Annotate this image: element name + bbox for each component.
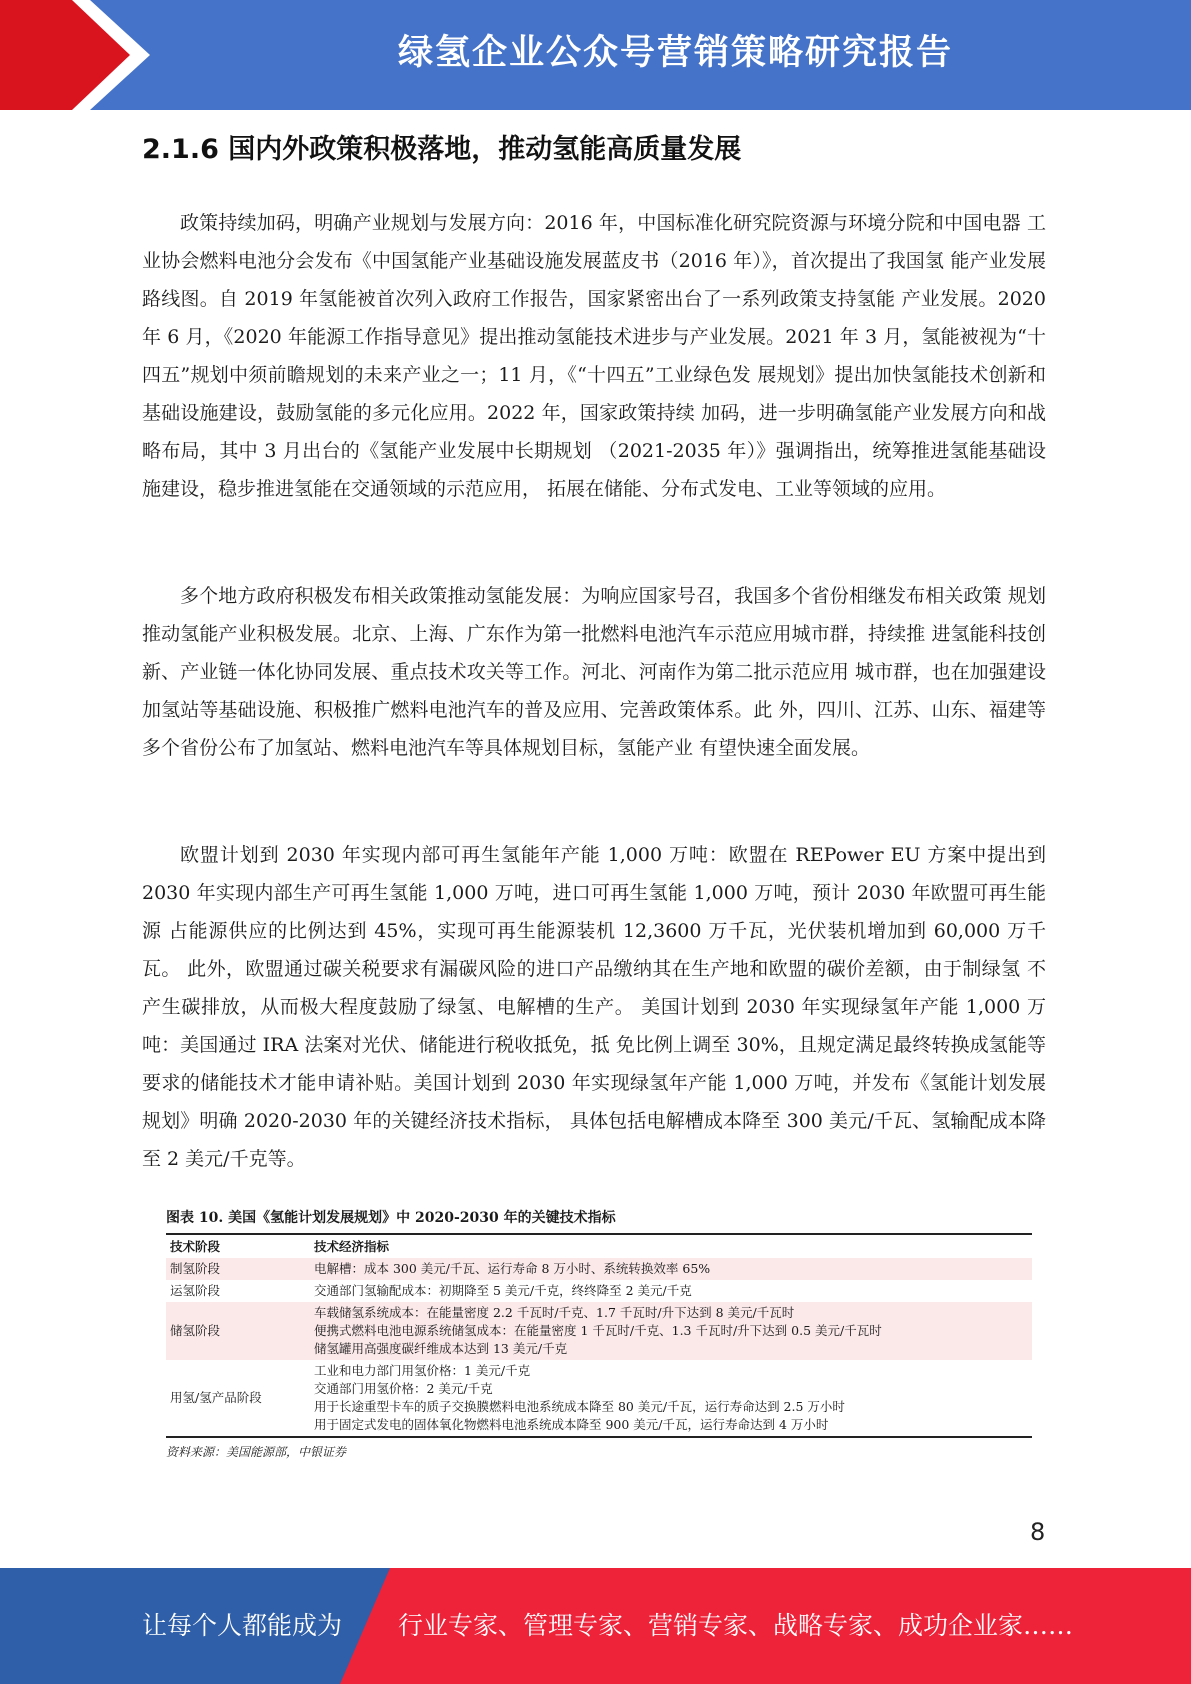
table-row [166,1258,1032,1280]
page-number: 8 [1030,1518,1046,1546]
figure-table-10 [166,1207,1032,1461]
table-row [166,1360,1032,1437]
footer-slogan-left: 让每个人都能成为 [142,1611,343,1640]
figure-title: 图表 10. 美国《氢能计划发展规划》中 2020-2030 年的关键技术指标 [166,1207,1032,1235]
table-row [166,1302,1032,1360]
indicator-cell [310,1360,1032,1437]
section-heading: 2.1.6 国内外政策积极落地，推动氢能高质量发展 [142,134,742,165]
figure-source: 资料来源：美国能源部，中银证券 [166,1445,347,1459]
indicator-cell [310,1258,1032,1280]
paragraph-local-government: 多个地方政府积极发布相关政策推动氢能发展：为响应国家号召，我国多个省份相继发布相关政策 规划推动氢能产业积极发展。北京、上海、广东作为第一批燃料电池汽车示范应用城市群，持续推 进氢能科技创新、产业链一体化协同发展、重点技术攻关等工作。河北、河南作为第二批示范应用 城市群，也在加强建设加氢站等基础设施、积极推广燃料电池汽车的普及应用、完善政策体系。此 外，四川、江苏、山东、福建等多个省份公布了加氢站、燃料电池汽车等具体规划目标，氢能产业 有望快速全面发展。 [142,585,1046,759]
indicator-line: 工业和电力部门用氢价格：1 美元/千克 [314,1363,531,1378]
paragraph-policy: 政策持续加码，明确产业规划与发展方向：2016 年，中国标准化研究院资源与环境分院和中国电器 工业协会燃料电池分会发布《中国氢能产业基础设施发展蓝皮书（2016 年）》，首次提出了我国氢 能产业发展路线图。自 2019 年氢能被首次列入政府工作报告，国家紧密出台了一系列政策支持氢能 产业发展。2020 年 6 月，《2020 年能源工作指导意见》提出推动氢能技术进步与产业发展。2021 年 3 月，氢能被视为“十四五”规划中须前瞻规划的未来产业之一；11 月，《“十四五”工业绿色发 展规划》提出加快氢能技术创新和基础设施建设，鼓励氢能的多元化应用。2022 年，国家政策持续 加码，进一步明确氢能产业发展方向和战略布局，其中 3 月出台的《氢能产业发展中长期规划 （2021-2035 年）》强调指出，统筹推进氢能基础设施建设，稳步推进氢能在交通领域的示范应用， 拓展在储能、分布式发电、工业等领域的应用。 [142,212,1046,500]
indicator-line: 储氢罐用高强度碳纤维成本达到 13 美元/千克 [314,1341,568,1356]
indicator-line: 用于固定式发电的固体氧化物燃料电池系统成本降至 900 美元/千瓦，运行寿命达到 4 万小时 [314,1417,829,1432]
stage-cell: 制氢阶段 [166,1258,310,1280]
indicator-line: 交通部门用氢价格：2 美元/千克 [314,1381,493,1396]
paragraph-eu-us: 欧盟计划到 2030 年实现内部可再生氢能年产能 1,000 万吨：欧盟在 REPower EU 方案中提出到 2030 年实现内部生产可再生氢能 1,000 万吨，进口可再生氢能 1,000 万吨，预计 2030 年欧盟可再生能源 占能源供应的比例达到 45%，实现可再生能源装机 12,3600 万千瓦，光伏装机增加到 60,000 万千瓦。 此外，欧盟通过碳关税要求有漏碳风险的进口产品缴纳其在生产地和欧盟的碳价差额，由于制绿氢 不产生碳排放，从而极大程度鼓励了绿氢、电解槽的生产。 美国计划到 2030 年实现绿氢年产能 1,000 万吨：美国通过 IRA 法案对光伏、储能进行税收抵免，抵 免比例上调至 30%，且规定满足最终转换成氢能等要求的储能技术才能申请补贴。美国计划到 2030 年实现绿氢年产能 1,000 万吨，并发布《氢能计划发展规划》明确 2020-2030 年的关键经济技术指标， 具体包括电解槽成本降至 300 美元/千瓦、氢输配成本降至 2 美元/千克等。 [142,844,1046,1170]
footer-slogan-right: 行业专家、管理专家、营销专家、战略专家、成功企业家…… [398,1611,1074,1640]
indicator-table [166,1235,1032,1438]
indicator-line: 便携式燃料电池电源系统储氢成本：在能量密度 1 千瓦时/千克、1.3 千瓦时/升下达到 0.5 美元/千瓦时 [314,1323,882,1338]
column-header-stage: 技术阶段 [170,1239,221,1254]
indicator-cell [310,1280,1032,1302]
page-footer [0,1568,1191,1684]
indicator-line: 用于长途重型卡车的质子交换膜燃料电池系统成本降至 80 美元/千瓦，运行寿命达到 2.5 万小时 [314,1399,845,1414]
page-header [0,0,1191,110]
stage-cell: 用氢/氢产品阶段 [166,1360,310,1437]
indicator-line: 交通部门氢输配成本：初期降至 5 美元/千克，终终降至 2 美元/千克 [314,1283,692,1298]
table-header-row [166,1235,1032,1258]
indicator-line: 电解槽：成本 300 美元/千瓦、运行寿命 8 万小时、系统转换效率 65% [314,1261,711,1276]
indicator-cell [310,1302,1032,1360]
indicator-line: 车载储氢系统成本：在能量密度 2.2 千瓦时/千克、1.7 千瓦时/升下达到 8 美元/千瓦时 [314,1305,795,1320]
stage-cell: 运氢阶段 [170,1283,221,1298]
header-arrow-decoration [0,0,150,110]
document-title: 绿氢企业公众号营销策略研究报告 [397,33,953,73]
table-row [166,1280,1032,1302]
column-header-indicator: 技术经济指标 [314,1239,390,1254]
stage-cell: 储氢阶段 [166,1302,310,1360]
